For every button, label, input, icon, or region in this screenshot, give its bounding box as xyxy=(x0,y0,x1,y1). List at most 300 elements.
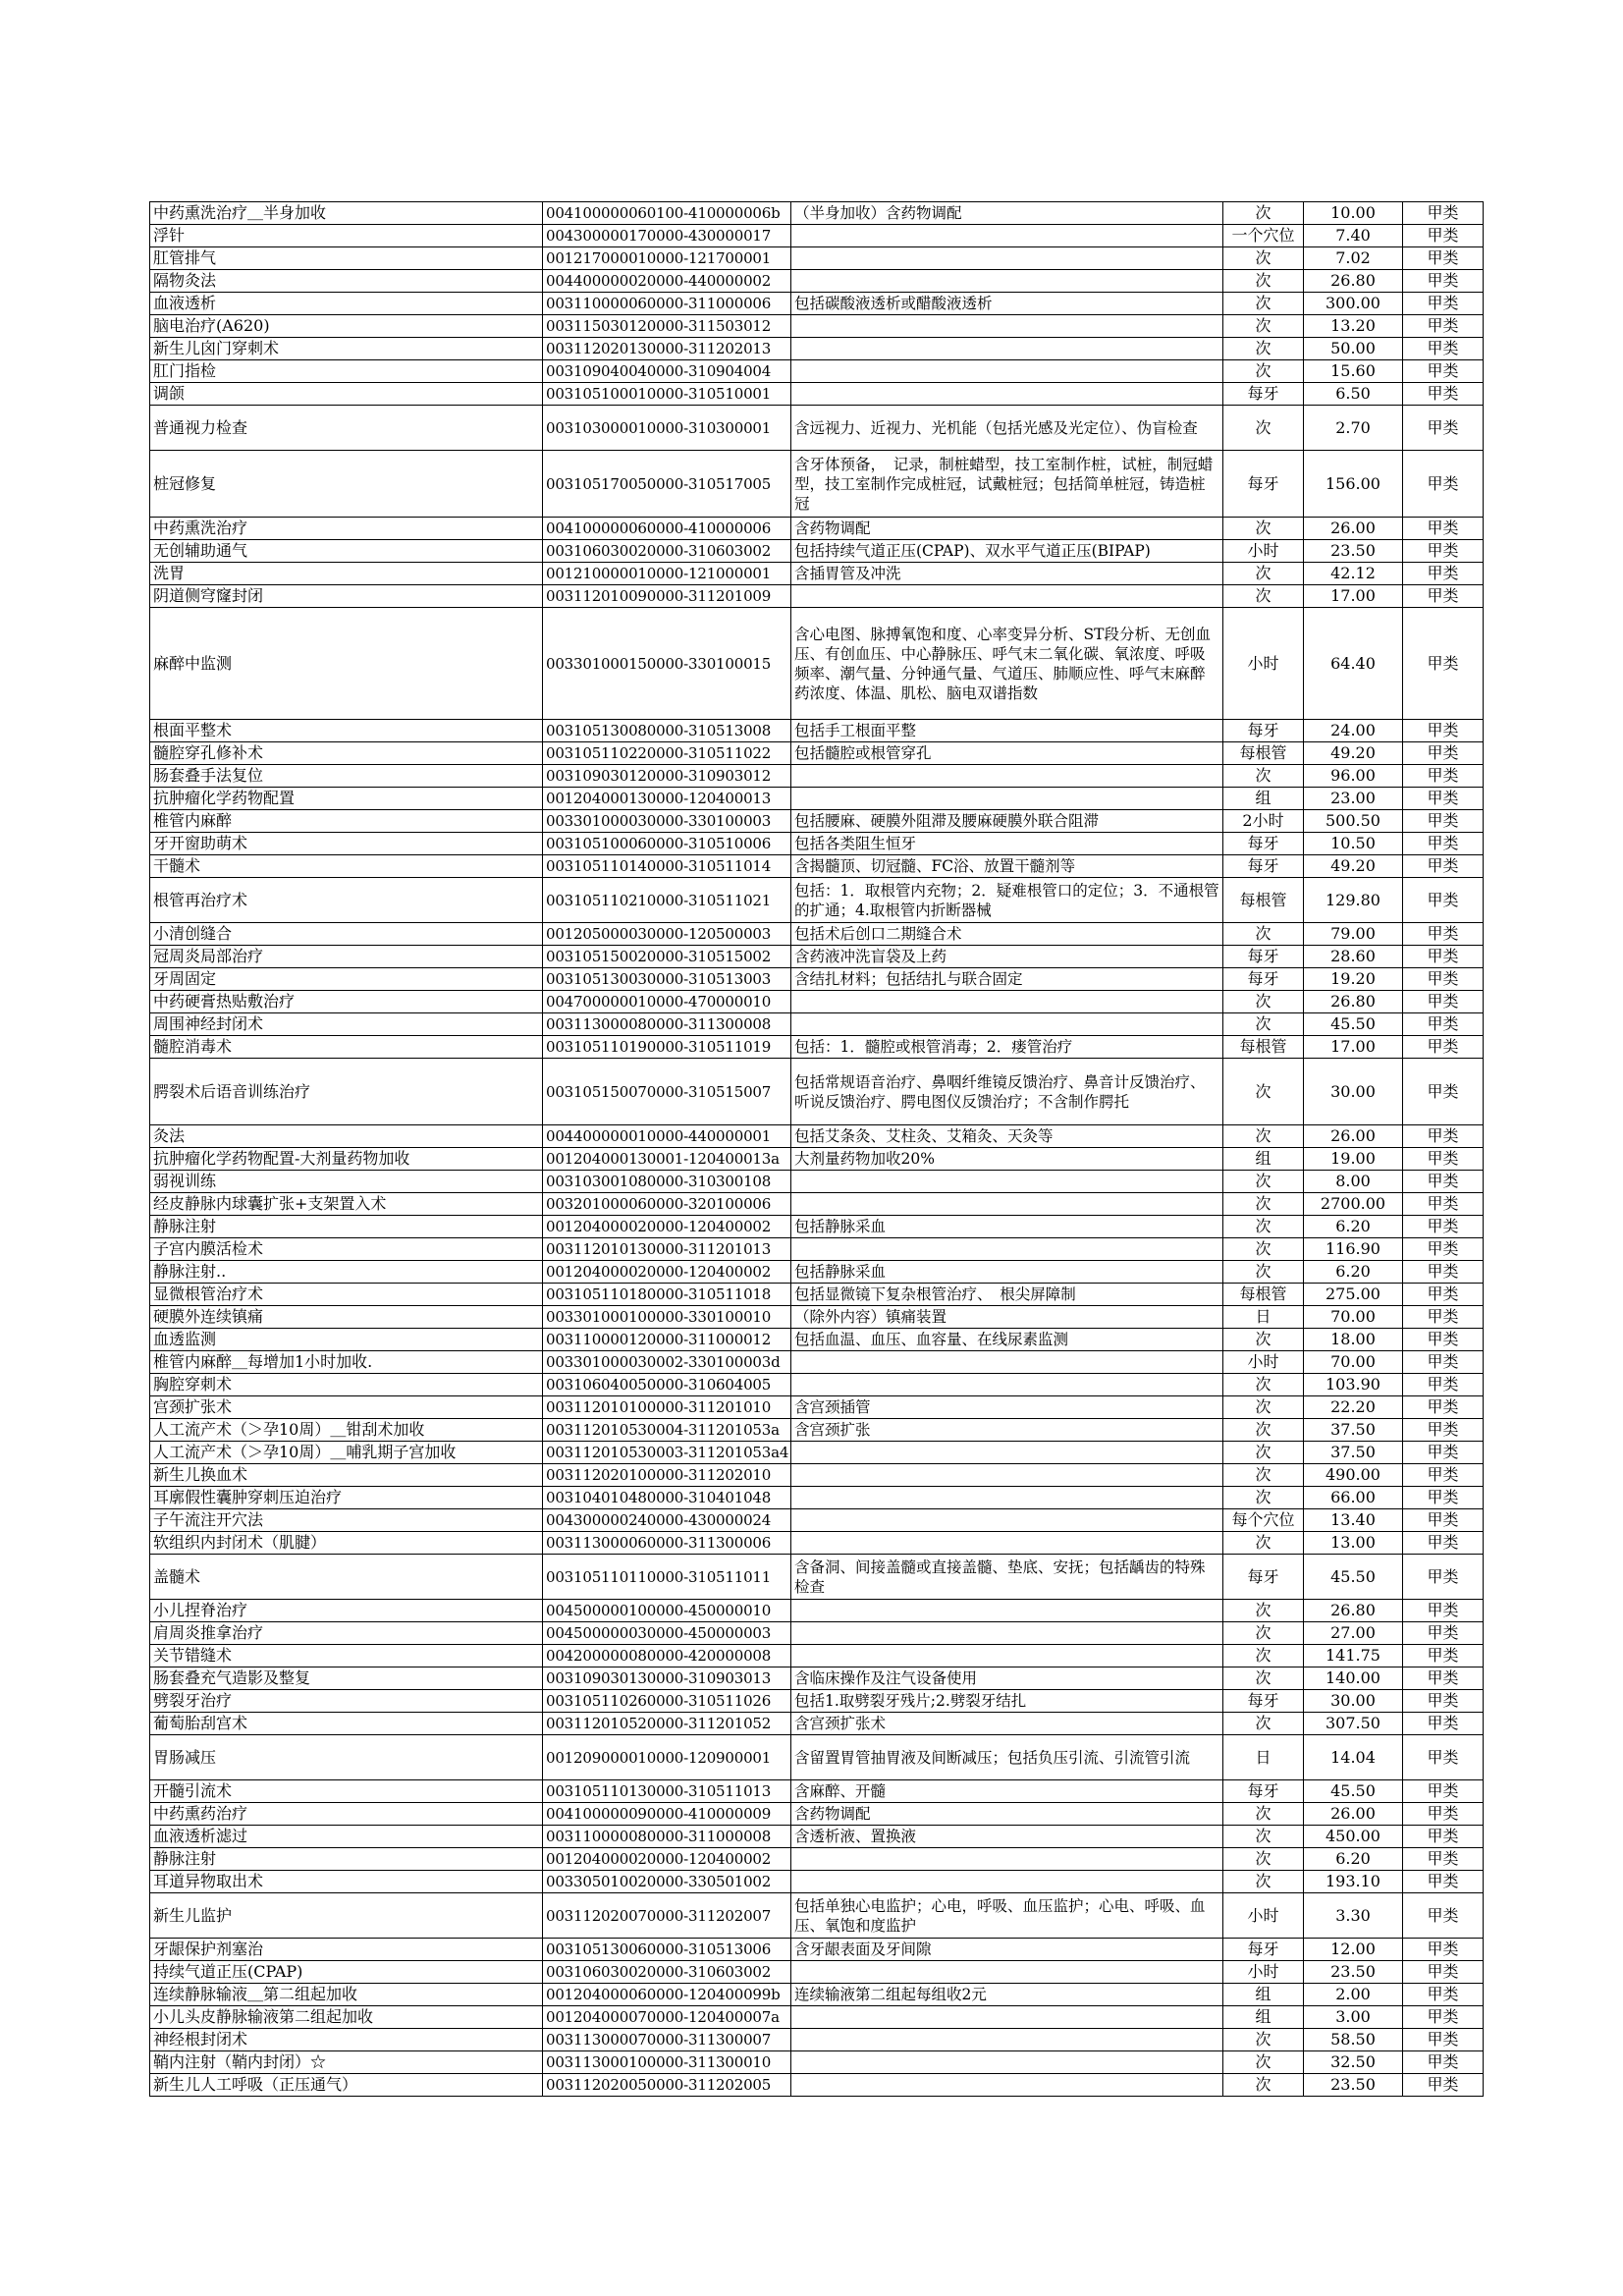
item-category: 甲类 xyxy=(1403,833,1484,855)
item-category: 甲类 xyxy=(1403,1600,1484,1622)
item-name: 新生儿囟门穿刺术 xyxy=(150,338,543,360)
item-price: 2.00 xyxy=(1304,1984,1403,2006)
item-code: 003112010530003-311201053a4 xyxy=(543,1442,791,1464)
item-name: 血液透析滤过 xyxy=(150,1826,543,1848)
item-description: 包括腰麻、硬膜外阻滞及腰麻硬膜外联合阻滞 xyxy=(791,810,1223,833)
item-price: 15.60 xyxy=(1304,360,1403,383)
item-name: 无创辅助通气 xyxy=(150,540,543,563)
item-description xyxy=(791,2029,1223,2051)
item-code: 003301000030002-330100003d xyxy=(543,1351,791,1374)
item-name: 弱视训练 xyxy=(150,1171,543,1193)
item-unit: 次 xyxy=(1223,991,1304,1013)
item-code: 001204000020000-120400002 xyxy=(543,1848,791,1871)
item-unit: 每牙 xyxy=(1223,1780,1304,1803)
table-row xyxy=(150,608,1484,720)
item-unit: 次 xyxy=(1223,360,1304,383)
item-unit: 次 xyxy=(1223,1329,1304,1351)
item-price: 17.00 xyxy=(1304,585,1403,608)
item-description: 含宫颈扩张 xyxy=(791,1419,1223,1442)
item-price: 10.00 xyxy=(1304,202,1403,225)
item-name: 抗肿瘤化学药物配置-大剂量药物加收 xyxy=(150,1148,543,1171)
item-description xyxy=(791,1532,1223,1555)
item-code: 001204000060000-120400099b xyxy=(543,1984,791,2006)
item-code: 003115030120000-311503012 xyxy=(543,315,791,338)
item-category: 甲类 xyxy=(1403,1396,1484,1419)
item-category: 甲类 xyxy=(1403,1713,1484,1735)
item-description: 包括：1．髓腔或根管消毒；2．瘘管治疗 xyxy=(791,1036,1223,1059)
item-unit: 次 xyxy=(1223,1193,1304,1216)
item-category: 甲类 xyxy=(1403,451,1484,518)
item-code: 003112020050000-311202005 xyxy=(543,2074,791,2097)
table-row xyxy=(150,247,1484,270)
item-code: 003105130030000-310513003 xyxy=(543,968,791,991)
table-row xyxy=(150,1442,1484,1464)
item-description xyxy=(791,765,1223,788)
item-name: 灸法 xyxy=(150,1125,543,1148)
table-row xyxy=(150,1509,1484,1532)
table-row xyxy=(150,1306,1484,1329)
item-description xyxy=(791,2074,1223,2097)
item-unit: 次 xyxy=(1223,1442,1304,1464)
item-price: 450.00 xyxy=(1304,1826,1403,1848)
item-unit: 次 xyxy=(1223,1871,1304,1893)
item-category: 甲类 xyxy=(1403,923,1484,946)
item-category: 甲类 xyxy=(1403,1171,1484,1193)
item-price: 116.90 xyxy=(1304,1238,1403,1261)
item-description: 包括血温、血压、血容量、在线尿素监测 xyxy=(791,1329,1223,1351)
item-price: 6.20 xyxy=(1304,1216,1403,1238)
item-name: 调颌 xyxy=(150,383,543,406)
item-name: 耳道异物取出术 xyxy=(150,1871,543,1893)
item-category: 甲类 xyxy=(1403,2006,1484,2029)
item-unit: 次 xyxy=(1223,315,1304,338)
item-code: 003105100010000-310510001 xyxy=(543,383,791,406)
item-code: 003113000070000-311300007 xyxy=(543,2029,791,2051)
item-name: 显微根管治疗术 xyxy=(150,1284,543,1306)
table-row xyxy=(150,923,1484,946)
table-row xyxy=(150,1261,1484,1284)
table-row xyxy=(150,1374,1484,1396)
item-unit: 每牙 xyxy=(1223,451,1304,518)
item-description xyxy=(791,1464,1223,1487)
item-price: 140.00 xyxy=(1304,1667,1403,1690)
item-unit: 每根管 xyxy=(1223,878,1304,923)
item-name: 血液透析 xyxy=(150,293,543,315)
item-description xyxy=(791,1961,1223,1984)
item-description xyxy=(791,1509,1223,1532)
table-row xyxy=(150,2051,1484,2074)
item-unit: 一个穴位 xyxy=(1223,225,1304,247)
item-name: 抗肿瘤化学药物配置 xyxy=(150,788,543,810)
table-row xyxy=(150,765,1484,788)
item-name: 新生儿换血术 xyxy=(150,1464,543,1487)
item-code: 003113000060000-311300006 xyxy=(543,1532,791,1555)
item-price: 58.50 xyxy=(1304,2029,1403,2051)
item-name: 普通视力检查 xyxy=(150,406,543,451)
item-unit: 次 xyxy=(1223,406,1304,451)
item-description: 含宫颈扩张术 xyxy=(791,1713,1223,1735)
item-unit: 每牙 xyxy=(1223,1939,1304,1961)
item-price: 2700.00 xyxy=(1304,1193,1403,1216)
item-code: 003301000030000-330100003 xyxy=(543,810,791,833)
item-description xyxy=(791,1645,1223,1667)
item-name: 小儿头皮静脉输液第二组起加收 xyxy=(150,2006,543,2029)
item-category: 甲类 xyxy=(1403,360,1484,383)
item-price: 42.12 xyxy=(1304,563,1403,585)
table-row xyxy=(150,1961,1484,1984)
item-unit: 日 xyxy=(1223,1735,1304,1780)
item-price: 103.90 xyxy=(1304,1374,1403,1396)
item-price: 13.00 xyxy=(1304,1532,1403,1555)
item-category: 甲类 xyxy=(1403,1125,1484,1148)
item-price: 24.00 xyxy=(1304,720,1403,742)
item-name: 耳廓假性囊肿穿刺压迫治疗 xyxy=(150,1487,543,1509)
item-category: 甲类 xyxy=(1403,1871,1484,1893)
item-code: 004200000080000-420000008 xyxy=(543,1645,791,1667)
item-unit: 每牙 xyxy=(1223,855,1304,878)
item-description: 包括显微镜下复杂根管治疗、 根尖屏障制 xyxy=(791,1284,1223,1306)
table-row xyxy=(150,293,1484,315)
item-name: 胸腔穿刺术 xyxy=(150,1374,543,1396)
table-row xyxy=(150,1826,1484,1848)
table-row xyxy=(150,1238,1484,1261)
item-description: 含留置胃管抽胃液及间断减压；包括负压引流、引流管引流 xyxy=(791,1735,1223,1780)
item-unit: 次 xyxy=(1223,585,1304,608)
item-code: 001217000010000-121700001 xyxy=(543,247,791,270)
item-unit: 每牙 xyxy=(1223,1690,1304,1713)
table-row xyxy=(150,946,1484,968)
item-name: 牙开窗助萌术 xyxy=(150,833,543,855)
item-description xyxy=(791,315,1223,338)
item-unit: 次 xyxy=(1223,1532,1304,1555)
table-row xyxy=(150,518,1484,540)
item-description: 含插胃管及冲洗 xyxy=(791,563,1223,585)
item-price: 49.20 xyxy=(1304,742,1403,765)
item-unit: 次 xyxy=(1223,1125,1304,1148)
item-description xyxy=(791,1622,1223,1645)
table-row xyxy=(150,1036,1484,1059)
item-description: 大剂量药物加收20% xyxy=(791,1148,1223,1171)
item-code: 003105170050000-310517005 xyxy=(543,451,791,518)
item-price: 7.02 xyxy=(1304,247,1403,270)
table-row xyxy=(150,991,1484,1013)
item-category: 甲类 xyxy=(1403,518,1484,540)
table-row xyxy=(150,1713,1484,1735)
item-code: 003105100060000-310510006 xyxy=(543,833,791,855)
item-unit: 次 xyxy=(1223,1216,1304,1238)
item-category: 甲类 xyxy=(1403,720,1484,742)
item-price: 307.50 xyxy=(1304,1713,1403,1735)
item-name: 胃肠减压 xyxy=(150,1735,543,1780)
item-price: 10.50 xyxy=(1304,833,1403,855)
table-row xyxy=(150,1690,1484,1713)
item-category: 甲类 xyxy=(1403,742,1484,765)
item-category: 甲类 xyxy=(1403,2074,1484,2097)
item-unit: 组 xyxy=(1223,1148,1304,1171)
item-category: 甲类 xyxy=(1403,1148,1484,1171)
table-row xyxy=(150,1329,1484,1351)
table-row xyxy=(150,1059,1484,1125)
item-category: 甲类 xyxy=(1403,1803,1484,1826)
item-category: 甲类 xyxy=(1403,1667,1484,1690)
item-code: 003106030020000-310603002 xyxy=(543,1961,791,1984)
table-row xyxy=(150,1893,1484,1939)
item-unit: 每根管 xyxy=(1223,742,1304,765)
item-price: 26.00 xyxy=(1304,518,1403,540)
table-row xyxy=(150,1622,1484,1645)
item-price: 79.00 xyxy=(1304,923,1403,946)
item-description xyxy=(791,1374,1223,1396)
item-name: 鞘内注射（鞘内封闭）☆ xyxy=(150,2051,543,2074)
item-name: 隔物灸法 xyxy=(150,270,543,293)
item-category: 甲类 xyxy=(1403,1622,1484,1645)
price-table-sheet xyxy=(149,201,1483,2097)
item-unit: 次 xyxy=(1223,1374,1304,1396)
item-description xyxy=(791,2051,1223,2074)
item-name: 椎管内麻醉＿每增加1小时加收. xyxy=(150,1351,543,1374)
item-description: 包括静脉采血 xyxy=(791,1261,1223,1284)
item-code: 004500000100000-450000010 xyxy=(543,1600,791,1622)
item-name: 劈裂牙治疗 xyxy=(150,1690,543,1713)
item-category: 甲类 xyxy=(1403,1984,1484,2006)
item-description: 包括单独心电监护；心电，呼吸、血压监护；心电、呼吸、血压、氧饱和度监护 xyxy=(791,1893,1223,1939)
item-description xyxy=(791,585,1223,608)
item-price: 49.20 xyxy=(1304,855,1403,878)
item-price: 37.50 xyxy=(1304,1442,1403,1464)
item-description xyxy=(791,2006,1223,2029)
table-row xyxy=(150,1667,1484,1690)
table-row xyxy=(150,788,1484,810)
item-category: 甲类 xyxy=(1403,225,1484,247)
item-code: 003105110130000-310511013 xyxy=(543,1780,791,1803)
item-code: 003105110260000-310511026 xyxy=(543,1690,791,1713)
item-price: 6.20 xyxy=(1304,1848,1403,1871)
item-name: 小清创缝合 xyxy=(150,923,543,946)
item-description: 含透析液、置换液 xyxy=(791,1826,1223,1848)
item-price: 26.80 xyxy=(1304,270,1403,293)
item-name: 髓腔穿孔修补术 xyxy=(150,742,543,765)
item-price: 17.00 xyxy=(1304,1036,1403,1059)
item-code: 003105110190000-310511019 xyxy=(543,1036,791,1059)
item-name: 根面平整术 xyxy=(150,720,543,742)
item-description xyxy=(791,1442,1223,1464)
item-name: 葡萄胎刮宫术 xyxy=(150,1713,543,1735)
table-row xyxy=(150,1600,1484,1622)
item-code: 003106030020000-310603002 xyxy=(543,540,791,563)
item-price: 64.40 xyxy=(1304,608,1403,720)
item-price: 27.00 xyxy=(1304,1622,1403,1645)
item-code: 003103000010000-310300001 xyxy=(543,406,791,451)
item-code: 003104010480000-310401048 xyxy=(543,1487,791,1509)
item-unit: 次 xyxy=(1223,518,1304,540)
item-code: 003103001080000-310300108 xyxy=(543,1171,791,1193)
item-category: 甲类 xyxy=(1403,788,1484,810)
item-name: 静脉注射 xyxy=(150,1216,543,1238)
table-row xyxy=(150,2006,1484,2029)
item-category: 甲类 xyxy=(1403,855,1484,878)
item-price: 96.00 xyxy=(1304,765,1403,788)
item-description xyxy=(791,225,1223,247)
item-description: 包括艾条灸、艾柱灸、艾箱灸、天灸等 xyxy=(791,1125,1223,1148)
table-row xyxy=(150,1848,1484,1871)
item-category: 甲类 xyxy=(1403,946,1484,968)
item-description xyxy=(791,1238,1223,1261)
item-name: 肛门指检 xyxy=(150,360,543,383)
table-row xyxy=(150,1171,1484,1193)
item-price: 23.50 xyxy=(1304,540,1403,563)
table-row xyxy=(150,1871,1484,1893)
item-code: 001204000070000-120400007a xyxy=(543,2006,791,2029)
item-name: 人工流产术（＞孕10周）＿钳刮术加收 xyxy=(150,1419,543,1442)
table-row xyxy=(150,833,1484,855)
table-row xyxy=(150,1780,1484,1803)
item-category: 甲类 xyxy=(1403,968,1484,991)
item-price: 490.00 xyxy=(1304,1464,1403,1487)
item-category: 甲类 xyxy=(1403,1238,1484,1261)
table-row xyxy=(150,1216,1484,1238)
item-unit: 次 xyxy=(1223,765,1304,788)
item-price: 45.50 xyxy=(1304,1013,1403,1036)
item-category: 甲类 xyxy=(1403,1961,1484,1984)
item-unit: 次 xyxy=(1223,1645,1304,1667)
item-code: 003106040050000-310604005 xyxy=(543,1374,791,1396)
item-name: 牙周固定 xyxy=(150,968,543,991)
item-category: 甲类 xyxy=(1403,1464,1484,1487)
item-price: 6.20 xyxy=(1304,1261,1403,1284)
item-description xyxy=(791,338,1223,360)
table-row xyxy=(150,1555,1484,1600)
table-row xyxy=(150,1645,1484,1667)
table-row xyxy=(150,1396,1484,1419)
table-row xyxy=(150,1735,1484,1780)
item-code: 003201000060000-320100006 xyxy=(543,1193,791,1216)
item-description xyxy=(791,991,1223,1013)
item-unit: 次 xyxy=(1223,1713,1304,1735)
item-description: 包括各类阻生恒牙 xyxy=(791,833,1223,855)
table-row xyxy=(150,1351,1484,1374)
item-code: 003110000080000-311000008 xyxy=(543,1826,791,1848)
item-unit: 次 xyxy=(1223,1261,1304,1284)
item-code: 004300000170000-430000017 xyxy=(543,225,791,247)
item-code: 003109030120000-310903012 xyxy=(543,765,791,788)
item-price: 141.75 xyxy=(1304,1645,1403,1667)
item-category: 甲类 xyxy=(1403,1374,1484,1396)
item-category: 甲类 xyxy=(1403,406,1484,451)
item-code: 001209000010000-120900001 xyxy=(543,1735,791,1780)
item-code: 001204000130001-120400013a xyxy=(543,1148,791,1171)
item-unit: 次 xyxy=(1223,247,1304,270)
item-name: 冠周炎局部治疗 xyxy=(150,946,543,968)
item-code: 003105110220000-310511022 xyxy=(543,742,791,765)
item-name: 中药熏药治疗 xyxy=(150,1803,543,1826)
item-code: 003110000060000-311000006 xyxy=(543,293,791,315)
item-description: （除外内容）镇痛装置 xyxy=(791,1306,1223,1329)
item-name: 人工流产术（＞孕10周）＿哺乳期子宫加收 xyxy=(150,1442,543,1464)
item-price: 19.00 xyxy=(1304,1148,1403,1171)
table-row xyxy=(150,720,1484,742)
item-unit: 次 xyxy=(1223,202,1304,225)
item-price: 23.50 xyxy=(1304,1961,1403,1984)
item-code: 003113000080000-311300008 xyxy=(543,1013,791,1036)
item-price: 2.70 xyxy=(1304,406,1403,451)
item-price: 23.50 xyxy=(1304,2074,1403,2097)
item-price: 12.00 xyxy=(1304,1939,1403,1961)
item-price: 66.00 xyxy=(1304,1487,1403,1509)
item-name: 子午流注开穴法 xyxy=(150,1509,543,1532)
item-description: 含牙龈表面及牙间隙 xyxy=(791,1939,1223,1961)
item-description xyxy=(791,360,1223,383)
item-price: 156.00 xyxy=(1304,451,1403,518)
item-description: 含药物调配 xyxy=(791,518,1223,540)
item-price: 26.00 xyxy=(1304,1125,1403,1148)
table-row xyxy=(150,1148,1484,1171)
item-description: 含心电图、脉搏氧饱和度、心率变异分析、ST段分析、无创血压、有创血压、中心静脉压、呼气末二氧化碳、氧浓度、呼吸频率、潮气量、分钟通气量、气道压、肺顺应性、呼气末麻醉药浓度、体温、肌松、脑电双谱指数 xyxy=(791,608,1223,720)
item-code: 003112020130000-311202013 xyxy=(543,338,791,360)
item-name: 牙龈保护剂塞治 xyxy=(150,1939,543,1961)
item-name: 桩冠修复 xyxy=(150,451,543,518)
item-category: 甲类 xyxy=(1403,338,1484,360)
table-row xyxy=(150,202,1484,225)
item-description: 含药物调配 xyxy=(791,1803,1223,1826)
table-row xyxy=(150,225,1484,247)
item-category: 甲类 xyxy=(1403,2029,1484,2051)
item-unit: 次 xyxy=(1223,923,1304,946)
item-description: 含牙体预备， 记录，制桩蜡型，技工室制作桩，试桩，制冠蜡型，技工室制作完成桩冠，试戴桩冠；包括简单桩冠，铸造桩冠 xyxy=(791,451,1223,518)
price-table xyxy=(149,201,1484,2097)
item-category: 甲类 xyxy=(1403,1284,1484,1306)
item-unit: 次 xyxy=(1223,293,1304,315)
item-description xyxy=(791,1871,1223,1893)
item-unit: 次 xyxy=(1223,1464,1304,1487)
item-price: 70.00 xyxy=(1304,1351,1403,1374)
table-row xyxy=(150,338,1484,360)
item-category: 甲类 xyxy=(1403,608,1484,720)
table-row xyxy=(150,1419,1484,1442)
item-unit: 次 xyxy=(1223,1848,1304,1871)
item-name: 根管再治疗术 xyxy=(150,878,543,923)
item-unit: 2小时 xyxy=(1223,810,1304,833)
item-category: 甲类 xyxy=(1403,1306,1484,1329)
item-category: 甲类 xyxy=(1403,991,1484,1013)
item-description: 包括静脉采血 xyxy=(791,1216,1223,1238)
table-row xyxy=(150,585,1484,608)
item-price: 26.80 xyxy=(1304,991,1403,1013)
item-name: 洗胃 xyxy=(150,563,543,585)
item-price: 28.60 xyxy=(1304,946,1403,968)
item-category: 甲类 xyxy=(1403,540,1484,563)
item-price: 37.50 xyxy=(1304,1419,1403,1442)
table-row xyxy=(150,540,1484,563)
item-category: 甲类 xyxy=(1403,563,1484,585)
item-category: 甲类 xyxy=(1403,1329,1484,1351)
table-row xyxy=(150,1984,1484,2006)
item-price: 300.00 xyxy=(1304,293,1403,315)
item-category: 甲类 xyxy=(1403,585,1484,608)
item-category: 甲类 xyxy=(1403,810,1484,833)
table-row xyxy=(150,270,1484,293)
table-row xyxy=(150,1803,1484,1826)
item-unit: 次 xyxy=(1223,2051,1304,2074)
item-unit: 次 xyxy=(1223,1396,1304,1419)
table-row xyxy=(150,1464,1484,1487)
item-name: 肠套叠手法复位 xyxy=(150,765,543,788)
item-description xyxy=(791,1848,1223,1871)
item-code: 003105110180000-310511018 xyxy=(543,1284,791,1306)
item-description xyxy=(791,1351,1223,1374)
item-price: 18.00 xyxy=(1304,1329,1403,1351)
item-code: 003110000120000-311000012 xyxy=(543,1329,791,1351)
item-unit: 次 xyxy=(1223,563,1304,585)
